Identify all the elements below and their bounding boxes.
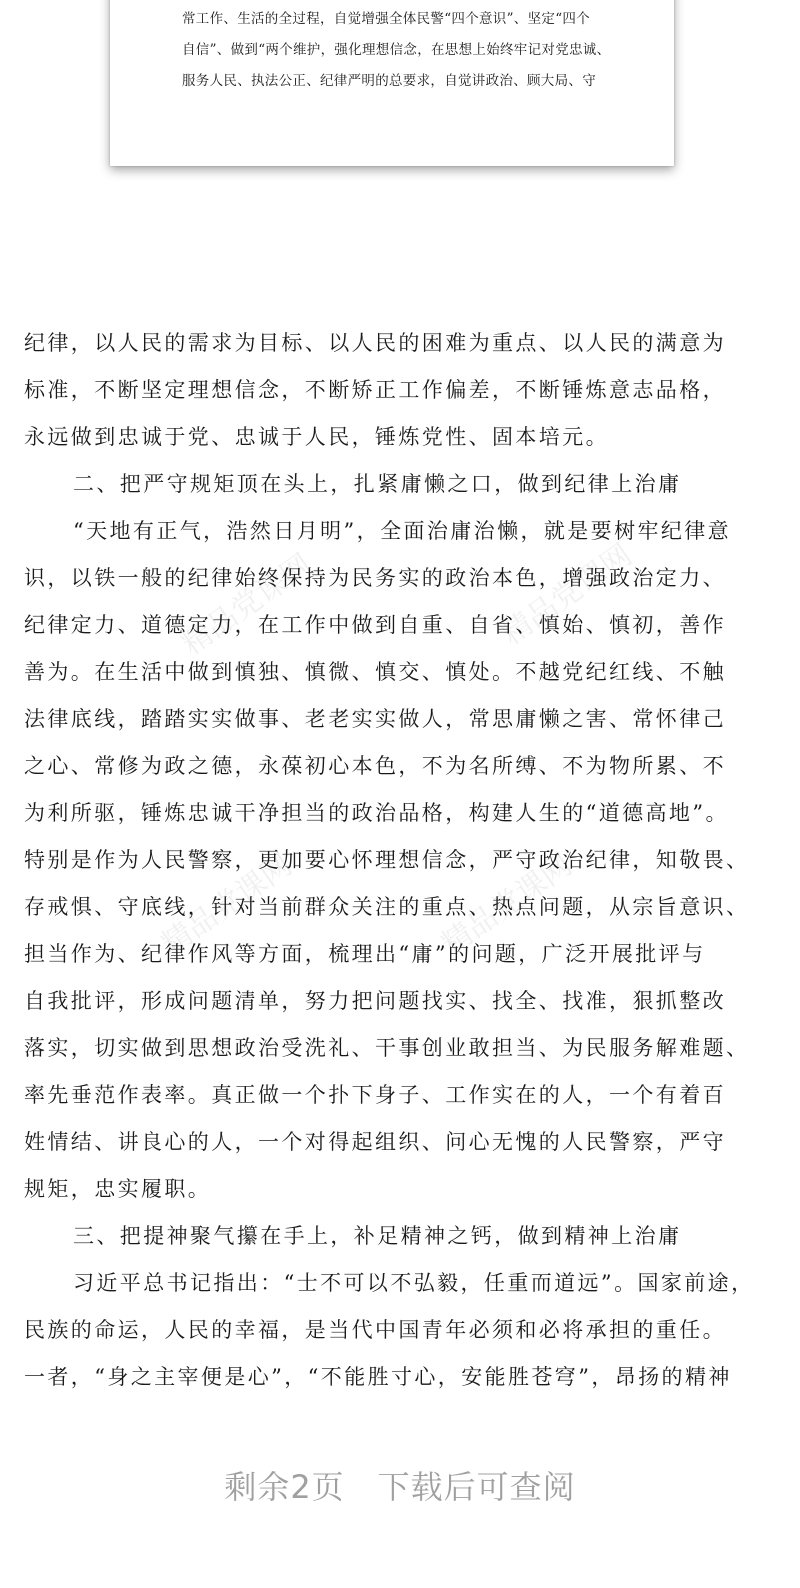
watermark: 精品党课网	[175, 547, 319, 663]
body-line: 善为。在生活中做到慎独、慎微、慎交、慎处。不越党纪红线、不触	[24, 660, 726, 684]
body-line: 法律底线，踏踏实实做事、老老实实做人，常思庸懒之害、常怀律己	[24, 707, 726, 731]
document-body	[24, 320, 776, 1401]
body-line: “天地有正气，浩然日月明”，全面治庸治懒，就是要树牢纪律意	[73, 519, 732, 543]
body-line: 一者，“身之主宰便是心”，“不能胜寸心，安能胜苍穹”，昂扬的精神	[24, 1365, 732, 1389]
body-line: 特别是作为人民警察，更加要心怀理想信念，严守政治纪律，知敬畏、	[24, 848, 750, 872]
body-line: 为利所驱，锤炼忠诚干净担当的政治品格，构建人生的“道德高地”。	[24, 801, 729, 825]
body-line: 民族的命运，人民的幸福，是当代中国青年必须和必将承担的重任。	[24, 1318, 726, 1342]
section-heading: 二、把严守规矩顶在头上，扎紧庸懒之口，做到纪律上治庸	[73, 472, 682, 496]
body-line: 担当作为、纪律作风等方面，梳理出“庸”的问题，广泛开展批评与	[24, 942, 706, 966]
section-heading: 三、把提神聚气攥在手上，补足精神之钙，做到精神上治庸	[73, 1224, 682, 1248]
body-line: 永远做到忠诚于党、忠诚于人民，锤炼党性、固本培元。	[24, 425, 609, 449]
body-line: 落实，切实做到思想政治受洗礼、干事创业敢担当、为民服务解难题、	[24, 1036, 750, 1060]
preview-line: 服务人民、执法公正、纪律严明的总要求，自觉讲政治、顾大局、守	[182, 73, 596, 89]
download-to-view-more-link[interactable]: 剩余2页 下载后可查阅	[224, 1468, 576, 1506]
watermark: 精品党课网	[155, 847, 299, 963]
page-preview-card	[110, 0, 674, 166]
body-line: 率先垂范作表率。真正做一个扑下身子、工作实在的人，一个有着百	[24, 1083, 726, 1107]
watermark: 精品党课网	[435, 847, 579, 963]
preview-line: 自信”、做到“两个维护，强化理想信念，在思想上始终牢记对党忠诚、	[182, 42, 611, 58]
body-line: 规矩，忠实履职。	[24, 1177, 212, 1201]
preview-line: 常工作、生活的全过程，自觉增强全体民警“四个意识”、坚定“四个	[182, 11, 591, 27]
body-line: 标准，不断坚定理想信念，不断矫正工作偏差，不断锤炼意志品格，	[24, 378, 726, 402]
body-line: 纪律定力、道德定力，在工作中做到自重、自省、慎始、慎初，善作	[24, 613, 726, 637]
body-line: 之心、常修为政之德，永葆初心本色，不为名所缚、不为物所累、不	[24, 754, 726, 778]
watermark: 精品党课网	[495, 537, 639, 653]
body-line: 识，以铁一般的纪律始终保持为民务实的政治本色，增强政治定力、	[24, 566, 726, 590]
body-line: 存戒惧、守底线，针对当前群众关注的重点、热点问题，从宗旨意识、	[24, 895, 750, 919]
body-line: 习近平总书记指出：“士不可以不弘毅，任重而道远”。国家前途，	[73, 1271, 755, 1295]
body-line: 纪律，以人民的需求为目标、以人民的困难为重点、以人民的满意为	[24, 331, 726, 355]
body-line: 自我批评，形成问题清单，努力把问题找实、找全、找准，狠抓整改	[24, 989, 726, 1013]
body-line: 姓情结、讲良心的人，一个对得起组织、问心无愧的人民警察，严守	[24, 1130, 726, 1154]
